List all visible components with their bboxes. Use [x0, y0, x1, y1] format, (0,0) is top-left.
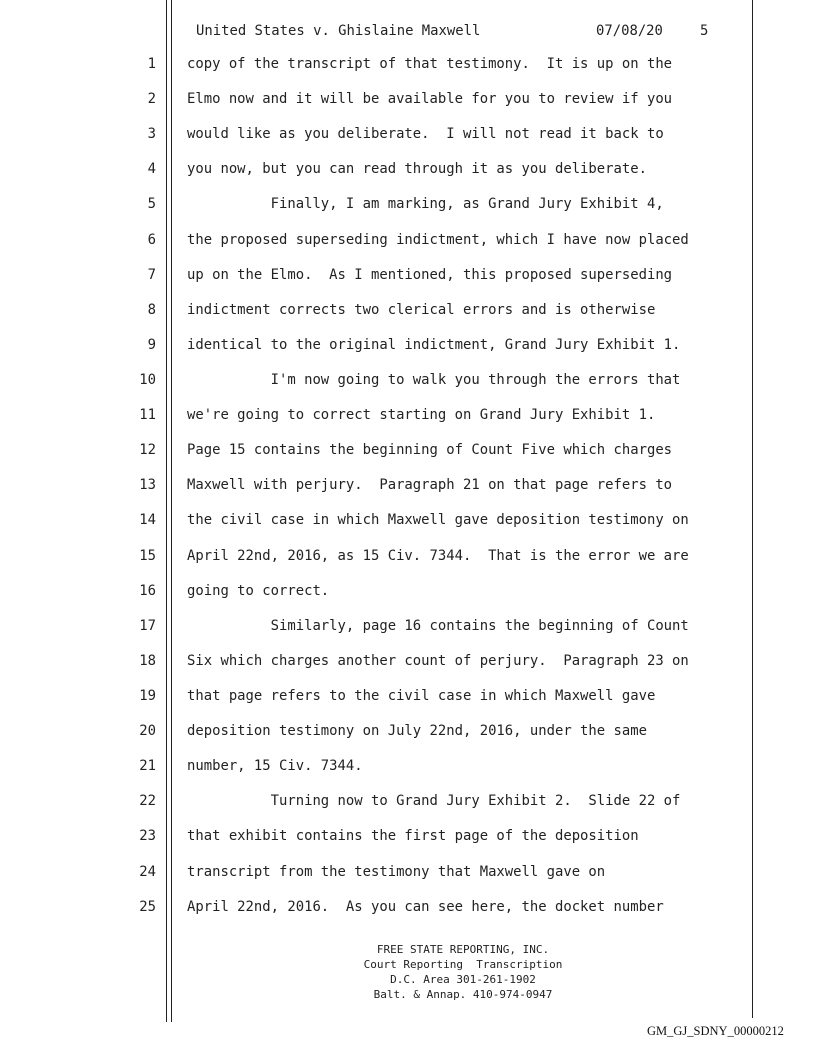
line-number: 16	[139, 582, 156, 599]
footer-dc-phone: D.C. Area 301-261-1902	[390, 973, 536, 986]
line-text: Maxwell with perjury. Paragraph 21 on that page refers to	[187, 477, 673, 494]
transcript-line	[0, 681, 816, 716]
page-header	[196, 23, 708, 39]
line-text: copy of the transcript of that testimony. It is up on the	[187, 56, 673, 72]
line-number: 7	[147, 266, 156, 283]
line-text: Page 15 contains the beginning of Count Five which charges	[187, 442, 673, 459]
line-number: 5	[147, 196, 156, 213]
line-text: that page refers to the civil case in which Maxwell gave	[187, 687, 656, 704]
line-number: 18	[139, 652, 156, 669]
line-number: 9	[147, 336, 156, 353]
line-number: 4	[147, 161, 156, 178]
line-text: Similarly, page 16 contains the beginning of Count	[187, 617, 689, 634]
transcript-line	[0, 49, 816, 84]
line-number: 22	[139, 793, 156, 810]
line-text: I'm now going to walk you through the errors that	[187, 371, 681, 388]
line-text: would like as you deliberate. I will not read it back to	[187, 126, 664, 143]
line-text: deposition testimony on July 22nd, 2016, under the same	[187, 723, 647, 740]
line-number: 15	[139, 547, 156, 564]
line-number: 12	[139, 442, 156, 459]
reporter-footer	[300, 942, 626, 1002]
transcript-line	[0, 260, 816, 295]
case-caption: United States v. Ghislaine Maxwell	[196, 23, 481, 39]
line-text: Six which charges another count of perjury. Paragraph 23 on	[187, 652, 689, 669]
transcript-line	[0, 786, 816, 821]
footer-company: FREE STATE REPORTING, INC.	[376, 943, 550, 956]
line-number: 23	[139, 828, 156, 845]
line-number: 2	[147, 91, 156, 108]
transcript-line	[0, 505, 816, 540]
line-number: 13	[139, 477, 156, 494]
line-text: up on the Elmo. As I mentioned, this proposed superseding	[187, 266, 673, 283]
transcript-line	[0, 84, 816, 119]
line-text: the civil case in which Maxwell gave deposition testimony on	[187, 512, 689, 529]
line-text: going to correct.	[187, 582, 330, 599]
header-page-number: 5	[700, 23, 709, 39]
transcript-line	[0, 716, 816, 751]
transcript-line	[0, 400, 816, 435]
line-number: 1	[147, 56, 156, 72]
line-text: Finally, I am marking, as Grand Jury Exhibit 4,	[187, 196, 664, 213]
transcript-line	[0, 154, 816, 189]
line-number: 8	[147, 301, 156, 318]
line-text: April 22nd, 2016, as 15 Civ. 7344. That is the error we are	[187, 547, 689, 564]
line-number: 17	[139, 617, 156, 634]
transcript-line	[0, 435, 816, 470]
line-number: 24	[139, 863, 156, 880]
line-text: identical to the original indictment, Grand Jury Exhibit 1.	[187, 336, 681, 353]
line-text: April 22nd, 2016. As you can see here, the docket number	[187, 898, 664, 915]
transcript-line	[0, 751, 816, 786]
line-text: number, 15 Civ. 7344.	[187, 758, 363, 775]
line-text: you now, but you can read through it as you deliberate.	[187, 161, 647, 178]
footer-balt-phone: Balt. & Annap. 410-974-0947	[373, 988, 553, 1001]
transcript-line	[0, 189, 816, 224]
line-text: we're going to correct starting on Grand Jury Exhibit 1.	[187, 407, 656, 424]
transcript-line	[0, 892, 816, 927]
line-text: transcript from the testimony that Maxwell gave on	[187, 863, 606, 880]
transcript-line	[0, 611, 816, 646]
line-number: 19	[139, 687, 156, 704]
line-text: Elmo now and it will be available for you to review if you	[187, 91, 673, 108]
bates-number: GM_GJ_SDNY_00000212	[647, 1024, 784, 1038]
line-number: 10	[139, 371, 156, 388]
line-number: 25	[139, 898, 156, 915]
line-text: indictment corrects two clerical errors and is otherwise	[187, 301, 656, 318]
footer-service: Court Reporting Transcription	[363, 958, 563, 971]
transcript-line	[0, 821, 816, 856]
line-number: 11	[139, 407, 156, 424]
line-number: 6	[147, 231, 156, 248]
transcript-line	[0, 470, 816, 505]
transcript-line	[0, 119, 816, 154]
transcript-line	[0, 576, 816, 611]
transcript-line	[0, 365, 816, 400]
line-number: 20	[139, 723, 156, 740]
line-number: 3	[147, 126, 156, 143]
line-text: the proposed superseding indictment, which I have now placed	[187, 231, 689, 248]
transcript-line	[0, 646, 816, 681]
transcript-line	[0, 330, 816, 365]
transcript-line	[0, 295, 816, 330]
header-date: 07/08/20	[596, 23, 663, 39]
transcript-line	[0, 225, 816, 260]
line-text: Turning now to Grand Jury Exhibit 2. Slide 22 of	[187, 793, 681, 810]
transcript-line	[0, 857, 816, 892]
line-number: 14	[139, 512, 156, 529]
line-number: 21	[139, 758, 156, 775]
transcript-lines	[0, 49, 816, 927]
transcript-line	[0, 541, 816, 576]
line-text: that exhibit contains the first page of the deposition	[187, 828, 639, 845]
